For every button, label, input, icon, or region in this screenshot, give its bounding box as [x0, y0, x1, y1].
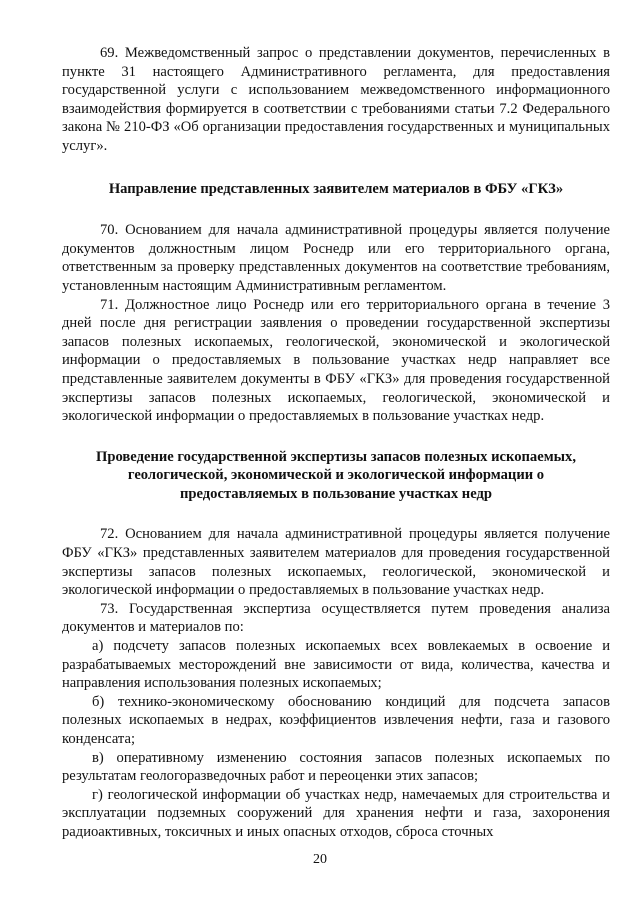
paragraph-73: 73. Государственная экспертиза осуществляется путем проведения анализа документов и материалов по: [62, 600, 610, 636]
section-heading-submission: Направление представленных заявителем материалов в ФБУ «ГКЗ» [108, 180, 564, 197]
page-body [62, 44, 610, 842]
subitem-v: в) оперативному изменению состояния запасов полезных ископаемых по результатам геологоразведочных работ и переоценки этих запасов; [62, 749, 610, 785]
paragraph-70: 70. Основанием для начала административной процедуры является получение документов должностным лицом Роснедр или его территориального органа, ответственным за проверку представленных документов на соответствие требованиям, установленным настоящим Административным регламентом. [62, 222, 610, 294]
page-number: 20 [313, 852, 327, 867]
paragraph-72: 72. Основанием для начала административной процедуры является получение ФБУ «ГКЗ» представленных заявителем материалов для проведения государственной экспертизы запасов полезных ископаемых, геологической, экономической и экологической информации о предоставляемых в пользование участках недр. [62, 526, 610, 599]
paragraph-71: 71. Должностное лицо Роснедр или его территориального органа в течение 3 дней после дня регистрации заявления о проведении государственной экспертизы запасов полезных ископаемых, геологической, экономической и экологической информации о предоставляемых в пользование участках недр направляет все представленные заявителем документы в ФБУ «ГКЗ» для проведения государственной экспертизы запасов полезных ископаемых, геологической, экономической и экологической информации о предоставляемых в пользование участках недр. [62, 296, 610, 425]
subitem-g: г) геологической информации об участках недр, намечаемых для строительства и эксплуатации подземных сооружений для хранения нефти и газа, захоронения радиоактивных, токсичных и иных опасных отходов, сброса сточных [62, 786, 610, 840]
paragraph-69: 69. Межведомственный запрос о представлении документов, перечисленных в пункте 31 настоящего Административного регламента, для предоставления государственной услуги с использованием межведомственного информационного взаимодействия формируется в соответствии с требованиями статьи 7.2 Федерального закона № 210-ФЗ «Об организации предоставления государственных и муниципальных услуг». [62, 45, 610, 154]
section-heading-expertise: Проведение государственной экспертизы запасов полезных ископаемых, геологической, экономической и экологической информации о предоставляемых в пользование участках недр [96, 448, 576, 502]
subitem-a: а) подсчету запасов полезных ископаемых всех вовлекаемых в освоение и разрабатываемых месторождений вне зависимости от вида, количества, качества и направления использования полезных ископаемых; [62, 638, 610, 692]
subitem-b: б) технико-экономическому обоснованию кондиций для подсчета запасов полезных ископаемых в недрах, коэффициентов извлечения нефти, газа и газового конденсата; [62, 693, 610, 747]
